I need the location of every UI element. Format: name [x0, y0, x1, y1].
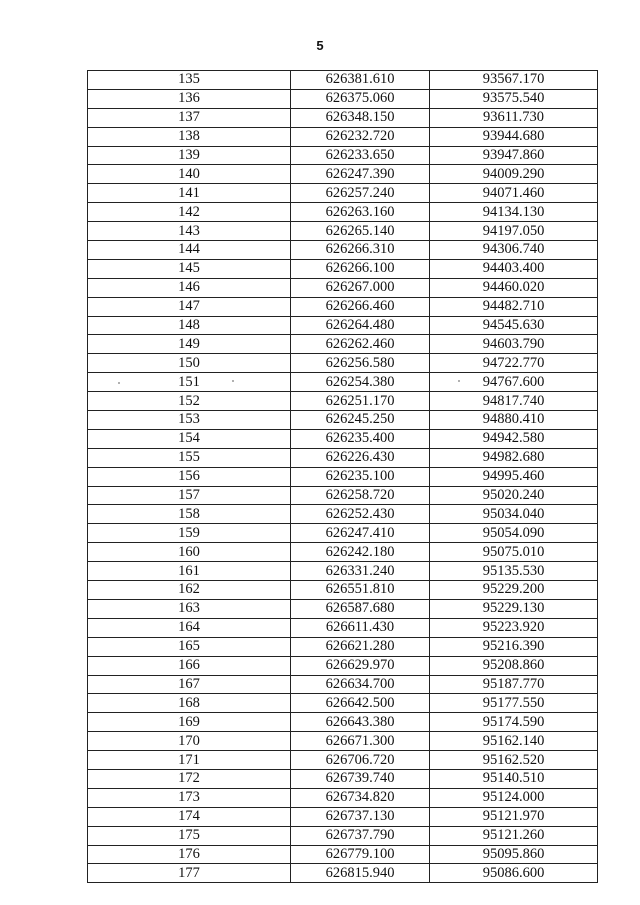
y-coordinate-cell: 93947.860: [430, 146, 598, 165]
x-coordinate-cell: 626815.940: [291, 864, 430, 883]
y-coordinate-cell: 95223.920: [430, 618, 598, 637]
y-coordinate-cell: 94403.400: [430, 259, 598, 278]
point-number-cell: 148: [88, 316, 291, 335]
table-row: [88, 241, 598, 260]
y-coordinate-cell: 95216.390: [430, 637, 598, 656]
y-coordinate-cell: 94009.290: [430, 165, 598, 184]
x-coordinate-cell: 626706.720: [291, 751, 430, 770]
y-coordinate-cell: 95229.130: [430, 599, 598, 618]
table-row: [88, 127, 598, 146]
table-row: [88, 599, 598, 618]
table-row: [88, 732, 598, 751]
point-number-cell: 158: [88, 505, 291, 524]
point-number-cell: 168: [88, 694, 291, 713]
y-coordinate-cell: 94134.130: [430, 203, 598, 222]
x-coordinate-cell: 626634.700: [291, 675, 430, 694]
point-number-cell: 150: [88, 354, 291, 373]
table-row: [88, 769, 598, 788]
y-coordinate-cell: 94817.740: [430, 392, 598, 411]
point-number-cell: 145: [88, 259, 291, 278]
point-number-cell: 174: [88, 807, 291, 826]
table-row: [88, 807, 598, 826]
point-number-cell: 143: [88, 222, 291, 241]
x-coordinate-cell: 626264.480: [291, 316, 430, 335]
x-coordinate-cell: 626737.130: [291, 807, 430, 826]
point-number-cell: 171: [88, 751, 291, 770]
y-coordinate-cell: 94880.410: [430, 411, 598, 430]
coordinates-table-body: [88, 71, 598, 883]
y-coordinate-cell: 95020.240: [430, 486, 598, 505]
table-row: [88, 694, 598, 713]
y-coordinate-cell: 93944.680: [430, 127, 598, 146]
point-number-cell: 147: [88, 297, 291, 316]
x-coordinate-cell: 626671.300: [291, 732, 430, 751]
table-row: [88, 297, 598, 316]
x-coordinate-cell: 626642.500: [291, 694, 430, 713]
point-number-cell: 175: [88, 826, 291, 845]
point-number-cell: 135: [88, 71, 291, 90]
x-coordinate-cell: 626266.100: [291, 259, 430, 278]
y-coordinate-cell: 95208.860: [430, 656, 598, 675]
table-row: [88, 411, 598, 430]
x-coordinate-cell: 626643.380: [291, 713, 430, 732]
point-number-cell: 146: [88, 278, 291, 297]
table-row: [88, 467, 598, 486]
y-coordinate-cell: 94942.580: [430, 429, 598, 448]
y-coordinate-cell: 93567.170: [430, 71, 598, 90]
point-number-cell: 151: [88, 373, 291, 392]
x-coordinate-cell: 626265.140: [291, 222, 430, 241]
x-coordinate-cell: 626739.740: [291, 769, 430, 788]
point-number-cell: 173: [88, 788, 291, 807]
point-number-cell: 156: [88, 467, 291, 486]
y-coordinate-cell: 94982.680: [430, 448, 598, 467]
x-coordinate-cell: 626233.650: [291, 146, 430, 165]
y-coordinate-cell: 94071.460: [430, 184, 598, 203]
point-number-cell: 172: [88, 769, 291, 788]
x-coordinate-cell: 626266.310: [291, 241, 430, 260]
point-number-cell: 169: [88, 713, 291, 732]
y-coordinate-cell: 95177.550: [430, 694, 598, 713]
y-coordinate-cell: 95054.090: [430, 524, 598, 543]
y-coordinate-cell: 95162.140: [430, 732, 598, 751]
y-coordinate-cell: 94767.600: [430, 373, 598, 392]
x-coordinate-cell: 626247.390: [291, 165, 430, 184]
y-coordinate-cell: 94995.460: [430, 467, 598, 486]
table-row: [88, 845, 598, 864]
y-coordinate-cell: 95124.000: [430, 788, 598, 807]
point-number-cell: 137: [88, 108, 291, 127]
table-row: [88, 656, 598, 675]
table-row: [88, 146, 598, 165]
point-number-cell: 176: [88, 845, 291, 864]
y-coordinate-cell: 95121.970: [430, 807, 598, 826]
table-row: [88, 354, 598, 373]
x-coordinate-cell: 626266.460: [291, 297, 430, 316]
table-row: [88, 505, 598, 524]
point-number-cell: 152: [88, 392, 291, 411]
table-row: [88, 675, 598, 694]
y-coordinate-cell: 94722.770: [430, 354, 598, 373]
x-coordinate-cell: 626611.430: [291, 618, 430, 637]
y-coordinate-cell: 95174.590: [430, 713, 598, 732]
y-coordinate-cell: 94545.630: [430, 316, 598, 335]
y-coordinate-cell: 94603.790: [430, 335, 598, 354]
point-number-cell: 141: [88, 184, 291, 203]
point-number-cell: 170: [88, 732, 291, 751]
point-number-cell: 149: [88, 335, 291, 354]
point-number-cell: 144: [88, 241, 291, 260]
table-row: [88, 203, 598, 222]
point-number-cell: 142: [88, 203, 291, 222]
table-row: [88, 429, 598, 448]
table-row: [88, 486, 598, 505]
table-row: [88, 751, 598, 770]
x-coordinate-cell: 626226.430: [291, 448, 430, 467]
x-coordinate-cell: 626232.720: [291, 127, 430, 146]
y-coordinate-cell: 95140.510: [430, 769, 598, 788]
table-row: [88, 788, 598, 807]
x-coordinate-cell: 626262.460: [291, 335, 430, 354]
x-coordinate-cell: 626251.170: [291, 392, 430, 411]
x-coordinate-cell: 626629.970: [291, 656, 430, 675]
table-row: [88, 448, 598, 467]
x-coordinate-cell: 626267.000: [291, 278, 430, 297]
y-coordinate-cell: 95229.200: [430, 581, 598, 600]
scan-speck: [118, 382, 120, 384]
point-number-cell: 139: [88, 146, 291, 165]
table-row: [88, 108, 598, 127]
point-number-cell: 162: [88, 581, 291, 600]
point-number-cell: 155: [88, 448, 291, 467]
table-row: [88, 373, 598, 392]
x-coordinate-cell: 626252.430: [291, 505, 430, 524]
table-row: [88, 562, 598, 581]
y-coordinate-cell: 95162.520: [430, 751, 598, 770]
x-coordinate-cell: 626254.380: [291, 373, 430, 392]
point-number-cell: 163: [88, 599, 291, 618]
table-row: [88, 71, 598, 90]
y-coordinate-cell: 95187.770: [430, 675, 598, 694]
x-coordinate-cell: 626734.820: [291, 788, 430, 807]
table-row: [88, 524, 598, 543]
point-number-cell: 167: [88, 675, 291, 694]
table-row: [88, 335, 598, 354]
point-number-cell: 177: [88, 864, 291, 883]
x-coordinate-cell: 626235.100: [291, 467, 430, 486]
table-row: [88, 316, 598, 335]
x-coordinate-cell: 626258.720: [291, 486, 430, 505]
table-row: [88, 89, 598, 108]
y-coordinate-cell: 95135.530: [430, 562, 598, 581]
x-coordinate-cell: 626242.180: [291, 543, 430, 562]
y-coordinate-cell: 95034.040: [430, 505, 598, 524]
x-coordinate-cell: 626737.790: [291, 826, 430, 845]
x-coordinate-cell: 626551.810: [291, 581, 430, 600]
point-number-cell: 154: [88, 429, 291, 448]
point-number-cell: 157: [88, 486, 291, 505]
table-row: [88, 165, 598, 184]
point-number-cell: 159: [88, 524, 291, 543]
table-row: [88, 278, 598, 297]
y-coordinate-cell: 94306.740: [430, 241, 598, 260]
point-number-cell: 153: [88, 411, 291, 430]
x-coordinate-cell: 626621.280: [291, 637, 430, 656]
x-coordinate-cell: 626587.680: [291, 599, 430, 618]
table-row: [88, 618, 598, 637]
table-row: [88, 826, 598, 845]
point-number-cell: 138: [88, 127, 291, 146]
x-coordinate-cell: 626348.150: [291, 108, 430, 127]
y-coordinate-cell: 93611.730: [430, 108, 598, 127]
scan-speck: [232, 380, 234, 382]
x-coordinate-cell: 626247.410: [291, 524, 430, 543]
table-row: [88, 184, 598, 203]
y-coordinate-cell: 95121.260: [430, 826, 598, 845]
point-number-cell: 164: [88, 618, 291, 637]
point-number-cell: 136: [88, 89, 291, 108]
y-coordinate-cell: 93575.540: [430, 89, 598, 108]
x-coordinate-cell: 626263.160: [291, 203, 430, 222]
x-coordinate-cell: 626331.240: [291, 562, 430, 581]
x-coordinate-cell: 626245.250: [291, 411, 430, 430]
coordinates-table: [87, 70, 598, 883]
y-coordinate-cell: 95086.600: [430, 864, 598, 883]
x-coordinate-cell: 626235.400: [291, 429, 430, 448]
point-number-cell: 166: [88, 656, 291, 675]
table-row: [88, 713, 598, 732]
point-number-cell: 140: [88, 165, 291, 184]
table-row: [88, 259, 598, 278]
y-coordinate-cell: 94460.020: [430, 278, 598, 297]
y-coordinate-cell: 94197.050: [430, 222, 598, 241]
scan-speck: [458, 380, 460, 382]
table-row: [88, 222, 598, 241]
x-coordinate-cell: 626257.240: [291, 184, 430, 203]
table-row: [88, 543, 598, 562]
page-number: 5: [316, 38, 324, 53]
x-coordinate-cell: 626381.610: [291, 71, 430, 90]
y-coordinate-cell: 94482.710: [430, 297, 598, 316]
y-coordinate-cell: 95095.860: [430, 845, 598, 864]
x-coordinate-cell: 626779.100: [291, 845, 430, 864]
table-row: [88, 637, 598, 656]
point-number-cell: 160: [88, 543, 291, 562]
y-coordinate-cell: 95075.010: [430, 543, 598, 562]
table-row: [88, 392, 598, 411]
table-row: [88, 581, 598, 600]
x-coordinate-cell: 626375.060: [291, 89, 430, 108]
point-number-cell: 161: [88, 562, 291, 581]
x-coordinate-cell: 626256.580: [291, 354, 430, 373]
point-number-cell: 165: [88, 637, 291, 656]
table-row: [88, 864, 598, 883]
